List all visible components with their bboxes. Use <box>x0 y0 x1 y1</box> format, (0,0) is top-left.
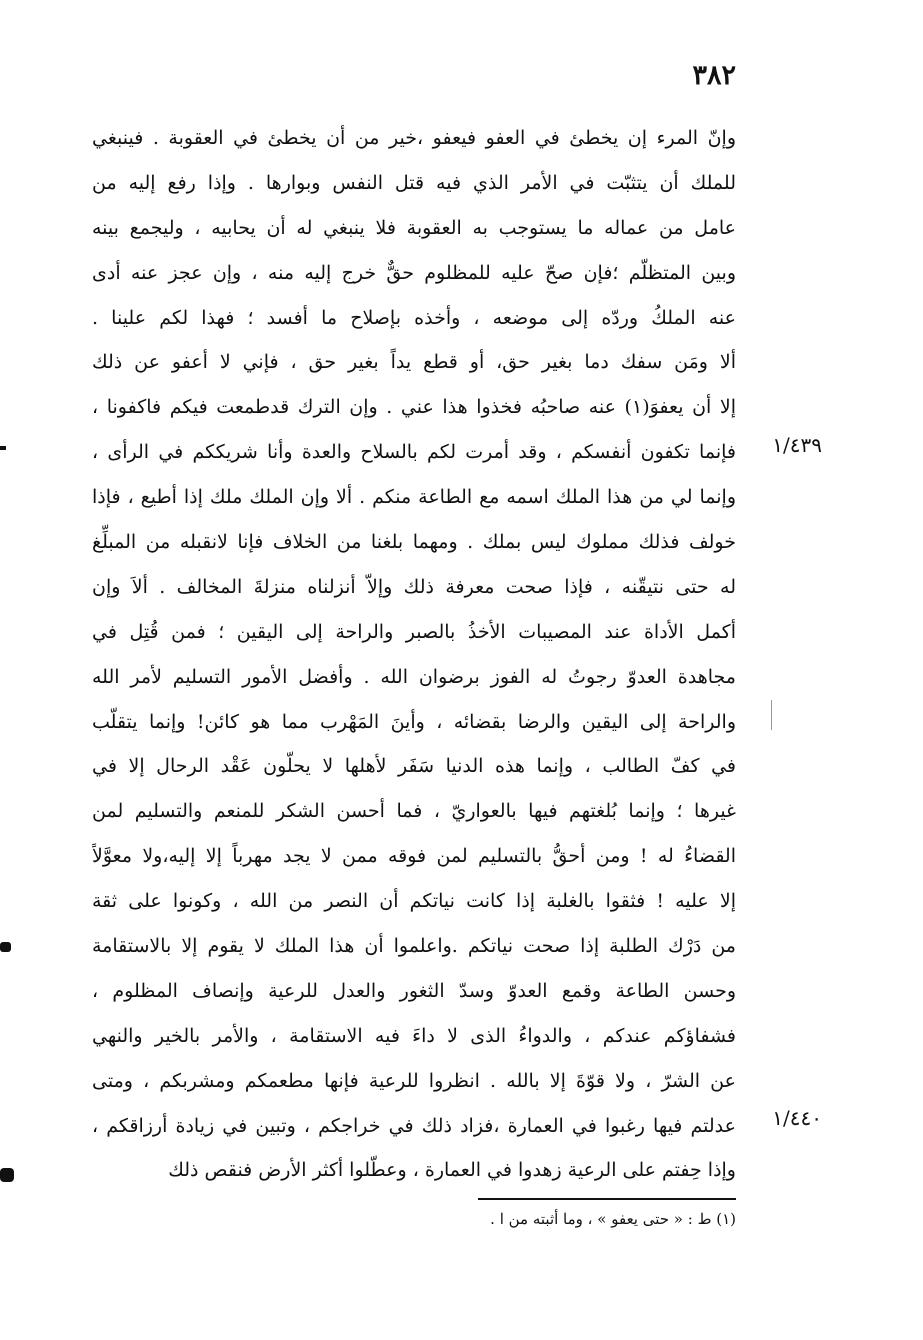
text-line: ألا ومَن سفك دما بغير حق، أو قطع يداً بغير حق ، فإني لا أعفو عن ذلك <box>92 351 736 374</box>
text-line: من دَرْك الطلبة إذا صحت نياتكم .واعلموا أن هذا الملك لا يقوم إلا بالاستقامة <box>92 935 736 958</box>
text-line: له حتى نتيقّنه ، فإذا صحت معرفة ذلك وإلاّ أنزلناه منزلةَ المخالف . ألاَ وإن <box>92 575 736 598</box>
text-line: عامل من عماله ما يستوجب به العقوبة فلا ينبغي له أن يحابيه ، وليجمع بينه <box>92 216 736 239</box>
text-line: والراحة إلى اليقين والرضا بقضائه ، وأينَ المَهْرب مما هو كائن! وإنما يتقلّب <box>92 710 736 733</box>
text-line: للملك أن يتثبّت في الأمر الذي فيه قتل النفس وبوارها . وإذا رفع إليه من <box>92 171 736 194</box>
scan-speck <box>0 942 11 952</box>
text-line: القضاءُ له ! ومن أحقُّ بالتسليم لمن فوقه ممن لا يجد مهرباً إلا إليه،ولا معوَّلاً <box>92 845 736 868</box>
text-line: عنه الملكُ وردّه إلى موضعه ، وأخذه بإصلاح ما أفسد ؛ فهذا لكم علينا . <box>92 306 736 329</box>
margin-reference: ١/٤٤٠ <box>772 1106 822 1130</box>
text-line: خولف فذلك مملوك ليس بملك . ومهما بلغنا من الخلاف فإنا لانقبله من المبلِّغ <box>92 531 736 554</box>
footnote: (١) ط : « حتى يعفو » ، وما أثبته من ا . <box>490 1210 736 1228</box>
body-text <box>92 116 736 1193</box>
scan-speck <box>0 446 6 450</box>
text-line: مجاهدة العدوّ رجوتُ له الفوز برضوان الله . وأفضل الأمور التسليم لأمر الله <box>92 665 736 688</box>
text-line: في كفّ الطالب ، وإنما هذه الدنيا سَفَر لأهلها لا يحلّون عَقْد الرحال إلا في <box>92 755 736 778</box>
text-line: عدلتم فيها رغبوا في العمارة ،فزاد ذلك في خراجكم ، وتبين في زيادة أرزاقكم ، <box>92 1114 736 1137</box>
page-number: ٣٨٢ <box>692 60 736 91</box>
scan-speck <box>0 1168 14 1182</box>
footnote-divider <box>478 1198 736 1200</box>
text-line: إلا عليه ! فثقوا بالغلبة إذا كانت نياتكم أن النصر من الله ، وكونوا على ثقة <box>92 890 736 913</box>
text-line: فإنما تكفون أنفسكم ، وقد أمرت لكم بالسلاح والعدة وأنا شريككم في الرأى ، <box>92 441 736 464</box>
text-line: وإنما لي من هذا الملك اسمه مع الطاعة منكم . ألا وإن الملك ملك إذا أطيع ، فإذا <box>92 486 736 509</box>
scan-speck <box>771 700 772 730</box>
text-line: فشفاؤكم عندكم ، والدواءُ الذى لا داءَ فيه الاستقامة ، والأمر بالخير والنهي <box>92 1024 736 1047</box>
text-line: غيرها ؛ وإنما بُلغتهم فيها بالعواريّ ، فما أحسن الشكر للمنعم والتسليم لمن <box>92 800 736 823</box>
text-line: وإنّ المرء إن يخطئ في العفو فيعفو ،خير من أن يخطئ في العقوبة . فينبغي <box>92 127 736 149</box>
text-line: عن الشرّ ، ولا قوّةَ إلا بالله . انظروا للرعية فإنها مطعمكم ومشربكم ، ومتى <box>92 1069 736 1092</box>
text-line: وإذا حِفتم على الرعية زهدوا في العمارة ، وعطّلوا أكثر الأرض فنقص ذلك <box>168 1159 736 1182</box>
text-line: وحسن الطاعة وقمع العدوّ وسدّ الثغور والعدل للرعية وإنصاف المظلوم ، <box>92 979 736 1002</box>
text-line: أكمل الأداة عند المصيبات الأخذُ بالصبر والراحة إلى اليقين ؛ فمن قُتِل في <box>92 620 736 643</box>
text-line: وبين المتظلّم ؛فإن صحّ عليه للمظلوم حقٌّ خرج إليه منه ، وإن عجز عنه أدى <box>92 261 736 284</box>
text-line: إلا أن يعفوَ(١) عنه صاحبُه فخذوا هذا عني . وإن الترك قدطمعت فيكم فاكفونا ، <box>92 396 736 419</box>
margin-reference: ١/٤٣٩ <box>772 433 822 457</box>
